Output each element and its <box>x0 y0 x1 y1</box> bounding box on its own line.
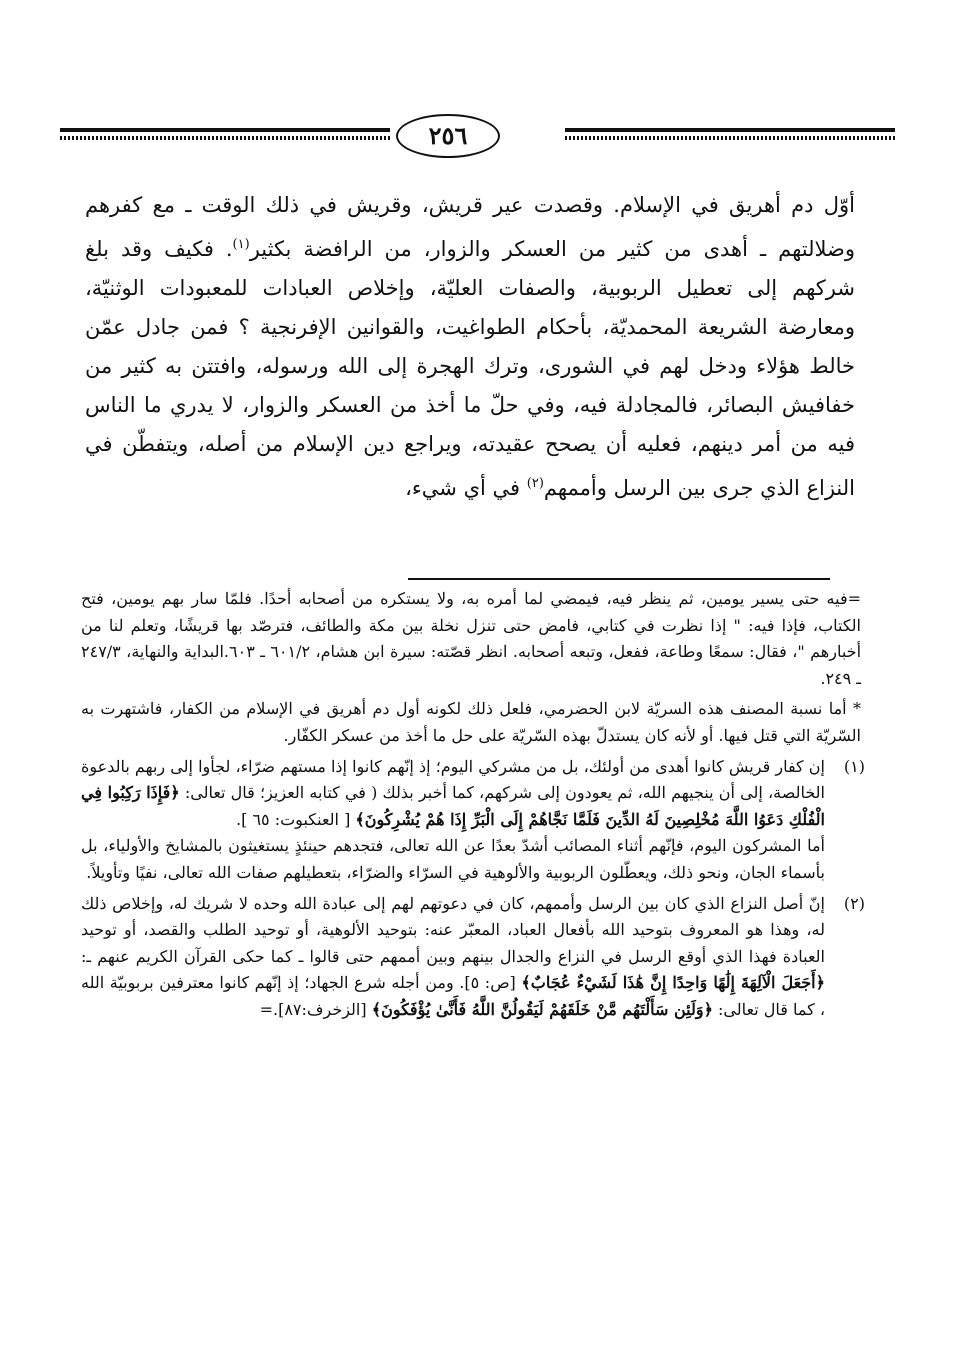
footnote-continuation: =فيه حتى يسير يومين، ثم ينظر فيه، فيمضي لما أمره به، ولا يستكره من أصحابه أحدًا. فلمّا سار بهم يومين، فتح الكتاب، فإذا فيه: " إذا نظرت في كتابي، فامض حتى تنزل نخلة بين مكة والطائف، فترصّد بها قريشًا، وتعلم لنا من أخبارهم "، فقال: سمعًا وطاعة، ففعل، وتبعه أصحابه. انظر قصّته: سيرة ابن هشام، ٦٠١/٢ ـ ٦٠٣.البداية والنهاية، ٢٤٧/٣ ـ ٢٤٩. <box>81 589 862 688</box>
footnote-marker: (٢) <box>526 476 544 491</box>
page-number: ٢٥٦ <box>396 114 500 158</box>
main-text-run: في أي شيء، <box>405 476 527 500</box>
footnote-1-citation: [ العنكبوت: ٦٥ ]. <box>236 809 356 829</box>
main-text-run: . فكيف وقد بلغ شركهم إلى تعطيل الربوبية، والصفات العليّة، وإخلاص العبادات للمعبودات الوثنيّة، ومعارضة الشريعة المحمديّة، بأحكام الطواغيت، والقوانين الإفرنجية ؟ فمن جادل عمّن خالط هؤلاء ودخل لهم في الشورى، وترك الهجرة إلى الله ورسوله، وافتتن به كثير من خفافيش البصائر، فالمجادلة فيه، وفي حلّ ما أخذ من العسكر والزوار، لا يدري ما الناس فيه من أمر دينهم، فعليه أن يصحح عقيدته، ويراجع دين الإسلام من أصله، ويتفطّن في النزاع الذي جرى بين الرسل وأممهم <box>85 237 855 500</box>
header-rule-left <box>60 128 390 144</box>
footnote-2-text-2: [ص: ٥]. ومن أجله شرع الجهاد؛ إذ إنّهم كانوا معترفين بربوبيّة الله ، كما قال تعالى: <box>81 973 825 1019</box>
footnote-2-citation: [الزخرف:٨٧].= <box>259 999 372 1019</box>
footnote-marker: (١) <box>232 237 250 252</box>
footnote-1 <box>81 754 865 887</box>
footnote-2-quran-1: ﴿أَجَعَلَ الْآلِهَةَ إِلَٰهًا وَاحِدًا إِنَّ هَٰذَا لَشَيْءٌ عُجَابٌ﴾ <box>521 973 826 993</box>
footnote-remark: * أما نسبة المصنف هذه السريّة لابن الحضرمي، فلعل ذلك لكونه أول دم أهريق في الإسلام من الكفار، فاشتهرت به السّريّة التي قتل فيها. أو لأنه كان يستدلّ بهذه السّريّة على حل ما أخذ من عسكر الكفّار. <box>81 699 861 745</box>
footnote-separator <box>408 578 830 580</box>
footnote-2 <box>81 891 865 1024</box>
footnote-1-number: (١) <box>843 756 865 776</box>
main-text-run: أوّل دم أهريق في الإسلام. وقصدت عير قريش، وقريش في ذلك الوقت ـ مع كفرهم وضلالتهم ـ أهدى من كثير من العسكر والزوار، من الرافضة بكثير <box>85 193 855 261</box>
footnote-1-text-2: أما المشركون اليوم، فإنّهم أثناء المصائب أشدّ بعدًا عن الله تعالى، فتجدهم حينئذٍ يستغيثون بالمشايخ والأولياء، بل بأسماء الجان، ونحو ذلك، ويعطّلون الربوبية والألوهية في السرّاء والضرّاء، بتعطيلهم صفات الله تعالى، نفيًا وتأويلاً. <box>81 836 825 882</box>
page-header <box>0 106 973 166</box>
footnote-1-text: إن كفار قريش كانوا أهدى من أولئك، بل من مشركي اليوم؛ إذ إنّهم كانوا إذا مستهم ضرّاء، لجأوا إلى ربهم بالدعوة الخالصة، إلى أن ينجيهم الله، ثم يعودون إلى شركهم، كما أخبر بذلك ( في كتابه العزيز؛ قال تعالى: <box>81 756 826 803</box>
footnote-2-number: (٢) <box>843 893 865 913</box>
footnote-2-text: إنّ أصل النزاع الذي كان بين الرسل وأممهم، كان في دعوتهم لهم إلى عبادة الله وحده لا شريك له، وإخلاص ذلك له، وهذا هو المعروف بتوحيد الله بأفعال العباد، المعبّر عنه: بتوحيد الألوهية، أو توحيد الطلب والقصد، أو توحيد العبادة فهذا الذي أوقع الرسل في النزاع والجدال بينهم وبين أممهم حتى قالوا ـ كما حكى القرآن الكريم عنهم ـ: <box>81 893 825 966</box>
footnote-1-quran: ﴿فَإِذَا رَكِبُوا فِي الْفُلْكِ دَعَوُا اللَّهَ مُخْلِصِينَ لَهُ الدِّينَ فَلَمَّا نَجَّاهُمْ إِلَى الْبَرِّ إِذَا هُمْ يُشْرِكُونَ﴾ <box>81 783 825 829</box>
footnote-2-quran-2: ﴿وَلَئِن سَأَلْتَهُم مَّنْ خَلَقَهُمْ لَيَقُولُنَّ اللَّهُ فَأَنَّىٰ يُؤْفَكُونَ﴾ <box>371 999 713 1019</box>
footnotes-section <box>81 586 865 1028</box>
header-rule-right <box>565 128 895 144</box>
main-paragraph <box>85 186 855 508</box>
